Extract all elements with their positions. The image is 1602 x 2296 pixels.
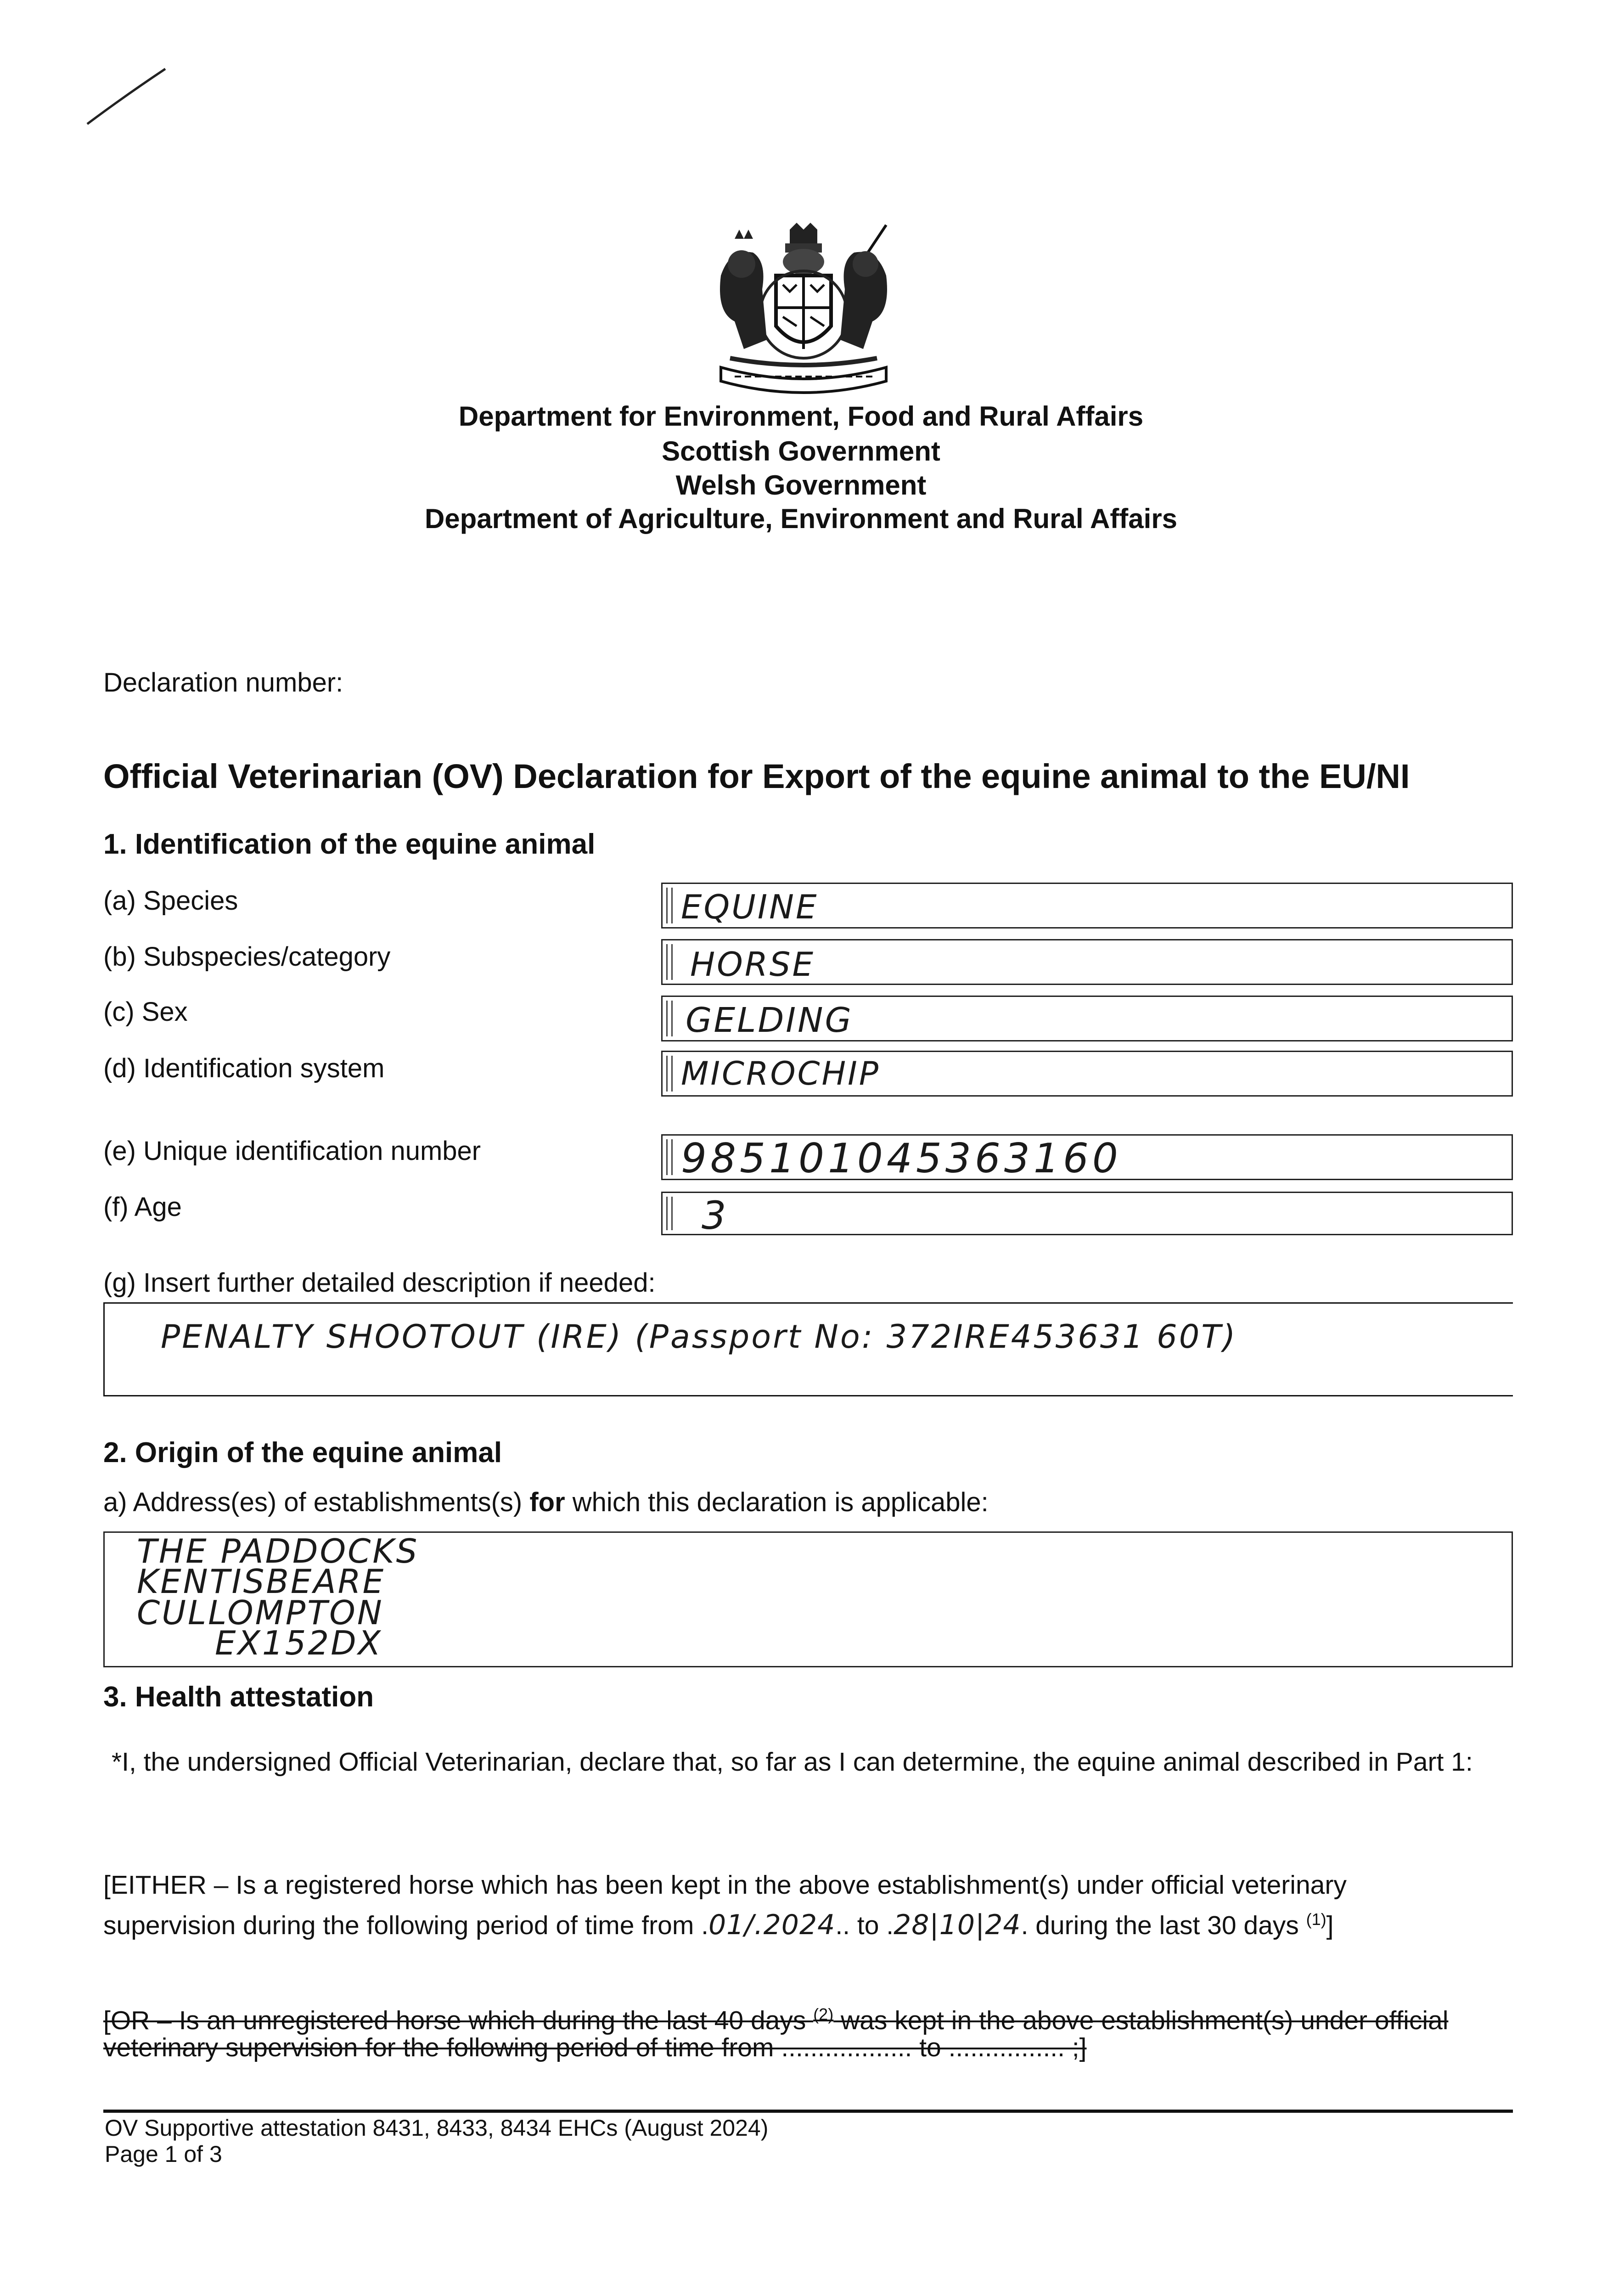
unique-id-value: 985101045363160 bbox=[681, 1135, 1122, 1182]
sex-value: GELDING bbox=[686, 1001, 853, 1040]
address-line-1: THE PADDOCKS bbox=[137, 1532, 419, 1570]
department-defra: Department for Environment, Food and Rural Affairs bbox=[458, 401, 1144, 432]
address-line-3: CULLOMPTON bbox=[137, 1593, 384, 1632]
attestation-intro: *I, the undersigned Official Veterinarian, declare that, so far as I can determine, the equine animal described in Part 1: bbox=[112, 1747, 1473, 1777]
address-label: a) Address(es) of establishments(s) for which this declaration is applicable: bbox=[103, 1487, 989, 1517]
address-field[interactable] bbox=[103, 1531, 1513, 1667]
unique-id-field[interactable] bbox=[661, 1134, 1513, 1180]
department-scottish-government: Scottish Government bbox=[662, 436, 940, 467]
section-1-heading: 1. Identification of the equine animal bbox=[103, 828, 596, 860]
subspecies-field[interactable] bbox=[661, 939, 1513, 985]
royal-coat-of-arms-emblem bbox=[703, 220, 905, 395]
further-description-label: (g) Insert further detailed description if needed: bbox=[103, 1268, 656, 1298]
divider bbox=[103, 1302, 1513, 1304]
identification-system-field[interactable] bbox=[661, 1051, 1513, 1097]
footer-attestation-ref: OV Supportive attestation 8431, 8433, 8434 EHCs (August 2024) bbox=[105, 2115, 769, 2141]
age-value: 3 bbox=[702, 1193, 728, 1238]
unique-id-label: (e) Unique identification number bbox=[103, 1136, 481, 1166]
subspecies-label: (b) Subspecies/category bbox=[103, 942, 391, 972]
address-line-2: KENTISBEARE bbox=[137, 1562, 386, 1601]
divider bbox=[103, 1395, 1513, 1396]
age-label: (f) Age bbox=[103, 1192, 182, 1222]
species-value: EQUINE bbox=[681, 888, 819, 926]
page-title: Official Veterinarian (OV) Declaration for Export of the equine animal to the EU/NI bbox=[103, 757, 1410, 795]
further-description-value[interactable]: PENALTY SHOOTOUT (IRE) (Passport No: 372IRE453631 60T) bbox=[161, 1318, 1237, 1356]
pen-mark bbox=[83, 60, 174, 129]
identification-system-label: (d) Identification system bbox=[103, 1053, 385, 1083]
page-number: Page 1 of 3 bbox=[105, 2141, 222, 2167]
divider bbox=[103, 1302, 105, 1396]
declaration-number-label: Declaration number: bbox=[103, 668, 343, 698]
sex-label: (c) Sex bbox=[103, 997, 188, 1027]
identification-system-value: MICROCHIP bbox=[681, 1055, 881, 1092]
either-clause-line-1: [EITHER – Is a registered horse which has been kept in the above establishment(s) under official veterinary bbox=[103, 1870, 1347, 1900]
sex-field[interactable] bbox=[661, 996, 1513, 1041]
department-daera: Department of Agriculture, Environment and Rural Affairs bbox=[424, 503, 1178, 534]
department-welsh-government: Welsh Government bbox=[675, 470, 927, 501]
footer-rule bbox=[103, 2110, 1513, 2113]
either-clause-line-2: supervision during the following period of time from .01/.2024.. to .28|10|24. during the last 30 days $^{(1)}$] bbox=[103, 1909, 1334, 1941]
age-field[interactable] bbox=[661, 1192, 1513, 1238]
or-clause-line-1: [OR – Is an unregistered horse which during the last 40 days $^{(2)}$ was kept in the above establishment(s) under official bbox=[103, 2005, 1449, 2035]
species-label: (a) Species bbox=[103, 886, 238, 916]
species-field[interactable] bbox=[661, 883, 1513, 929]
section-3-heading: 3. Health attestation bbox=[103, 1681, 374, 1713]
address-line-4: EX152DX bbox=[215, 1624, 383, 1662]
either-to-date[interactable]: 28|10|24 bbox=[894, 1909, 1021, 1941]
or-clause-line-2: veterinary supervision for the following period of time from .................. to ................ ;] bbox=[103, 2033, 1087, 2062]
subspecies-value: HORSE bbox=[690, 945, 815, 984]
section-2-heading: 2. Origin of the equine animal bbox=[103, 1437, 502, 1469]
either-from-date[interactable]: 01/.2024 bbox=[708, 1909, 836, 1941]
